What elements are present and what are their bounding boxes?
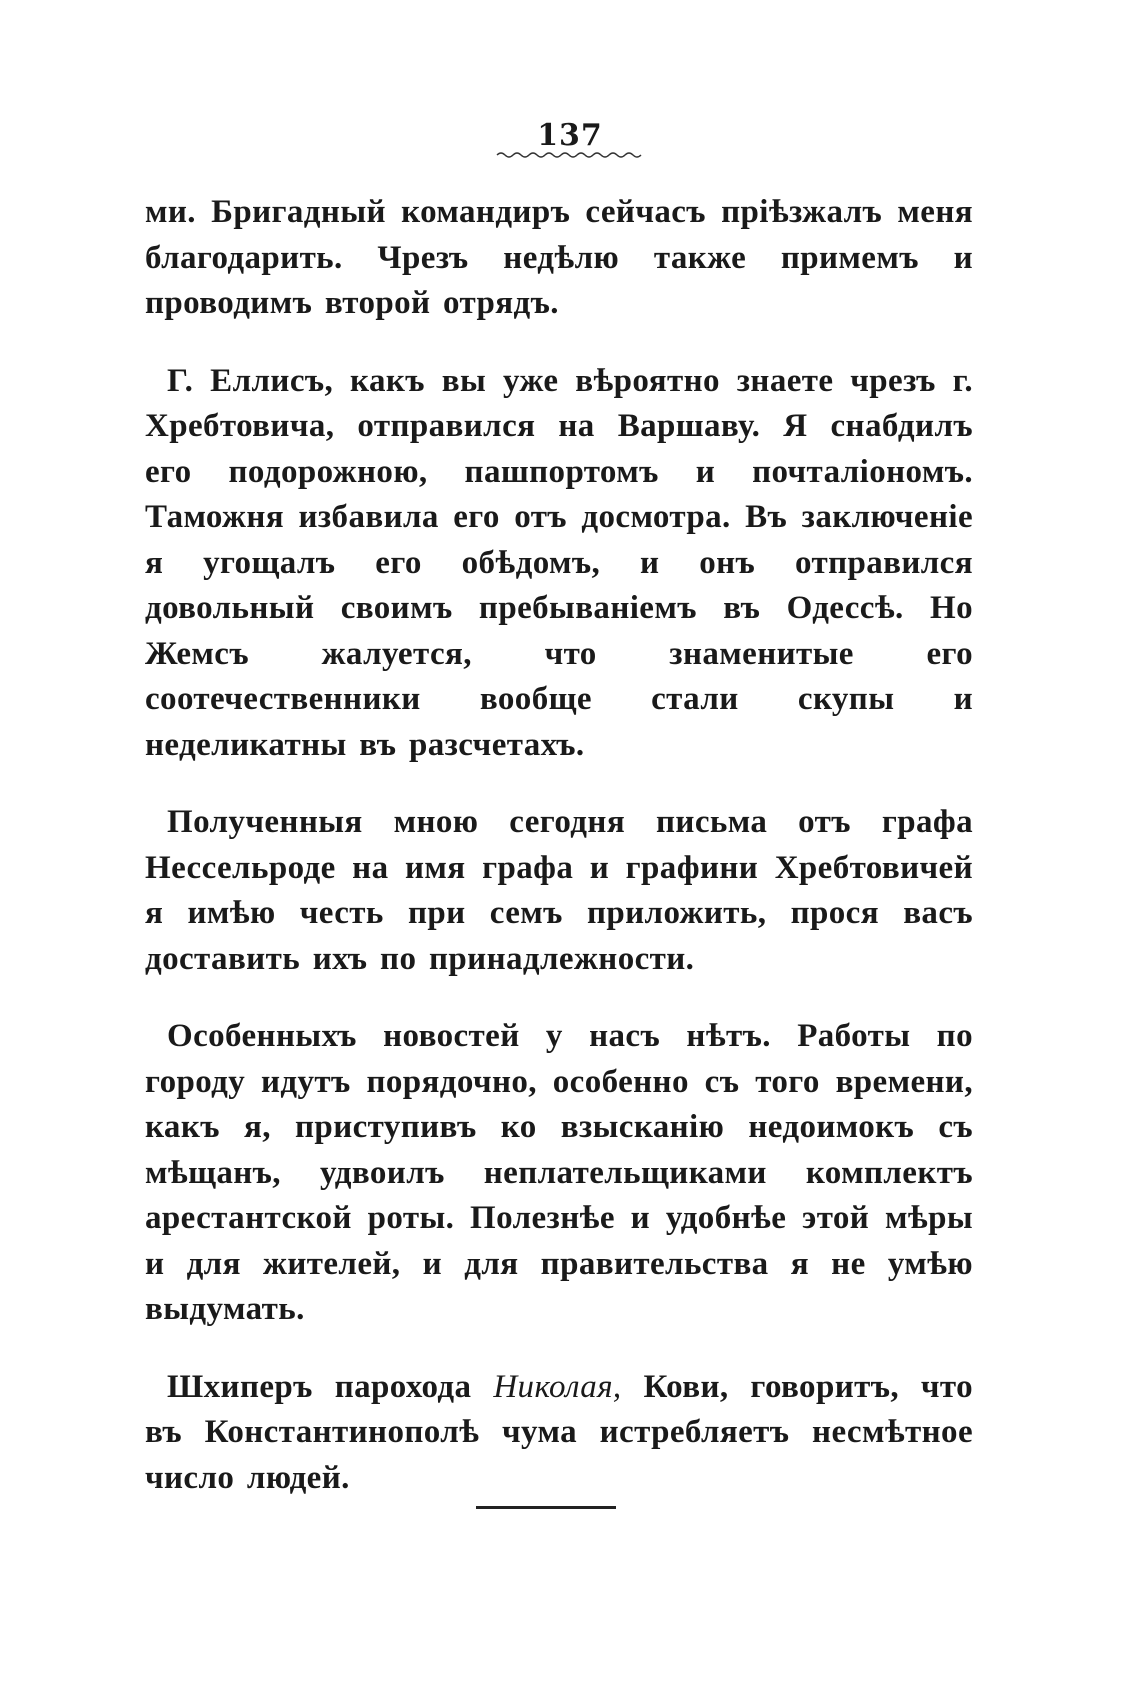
ship-name: Николая, [493, 1368, 622, 1405]
paragraph-2: Г. Еллисъ, какъ вы уже вѣроятно знаете чрезъ г. Хребтовича, отправился на Варшаву. Я снабдилъ его подорожною, пашпортомъ и почталiономъ. Таможня избавила его отъ досмотра. Въ заключенiе я угощалъ его обѣдомъ, и онъ отправился довольный своимъ пребыванiемъ въ Одессѣ. Но Жемсъ жалуется, что знаменитые его соотечественники вообще стали скупы и неделикатны въ разсчетахъ. [145, 362, 973, 763]
closing-rule [476, 1506, 616, 1509]
paragraph-1: ми. Бригадный командиръ сейчасъ прiѣзжалъ меня благодарить. Чрезъ недѣлю также примемъ и проводимъ второй отрядъ. [145, 194, 973, 321]
paragraph-3: Полученныя мною сегодня письма отъ графа Нессельроде на имя графа и графини Хребтовичей я имѣю честь при семъ приложить, прося васъ доставить ихъ по принадлежности. [145, 804, 973, 977]
paragraph-4: Особенныхъ новостей у насъ нѣтъ. Работы по городу идутъ порядочно, особенно съ того времени, какъ я, приступивъ ко взысканiю недоимокъ съ мѣщанъ, удвоилъ неплательщиками комплектъ арестантской роты. Полезнѣе и удобнѣе этой мѣры и для жителей, и для правительства я не умѣю выдумать. [145, 1018, 973, 1327]
paragraph-5 [145, 1365, 973, 1502]
page-number: 137 [537, 118, 603, 153]
paragraph-5-end: Кови, говоритъ, что въ Константинополѣ чума истребляетъ несмѣтное число людей. [145, 1368, 973, 1496]
body-text [145, 190, 973, 1533]
page-header [0, 118, 1140, 160]
paragraph-5-start: Шхиперъ парохода [167, 1368, 494, 1405]
